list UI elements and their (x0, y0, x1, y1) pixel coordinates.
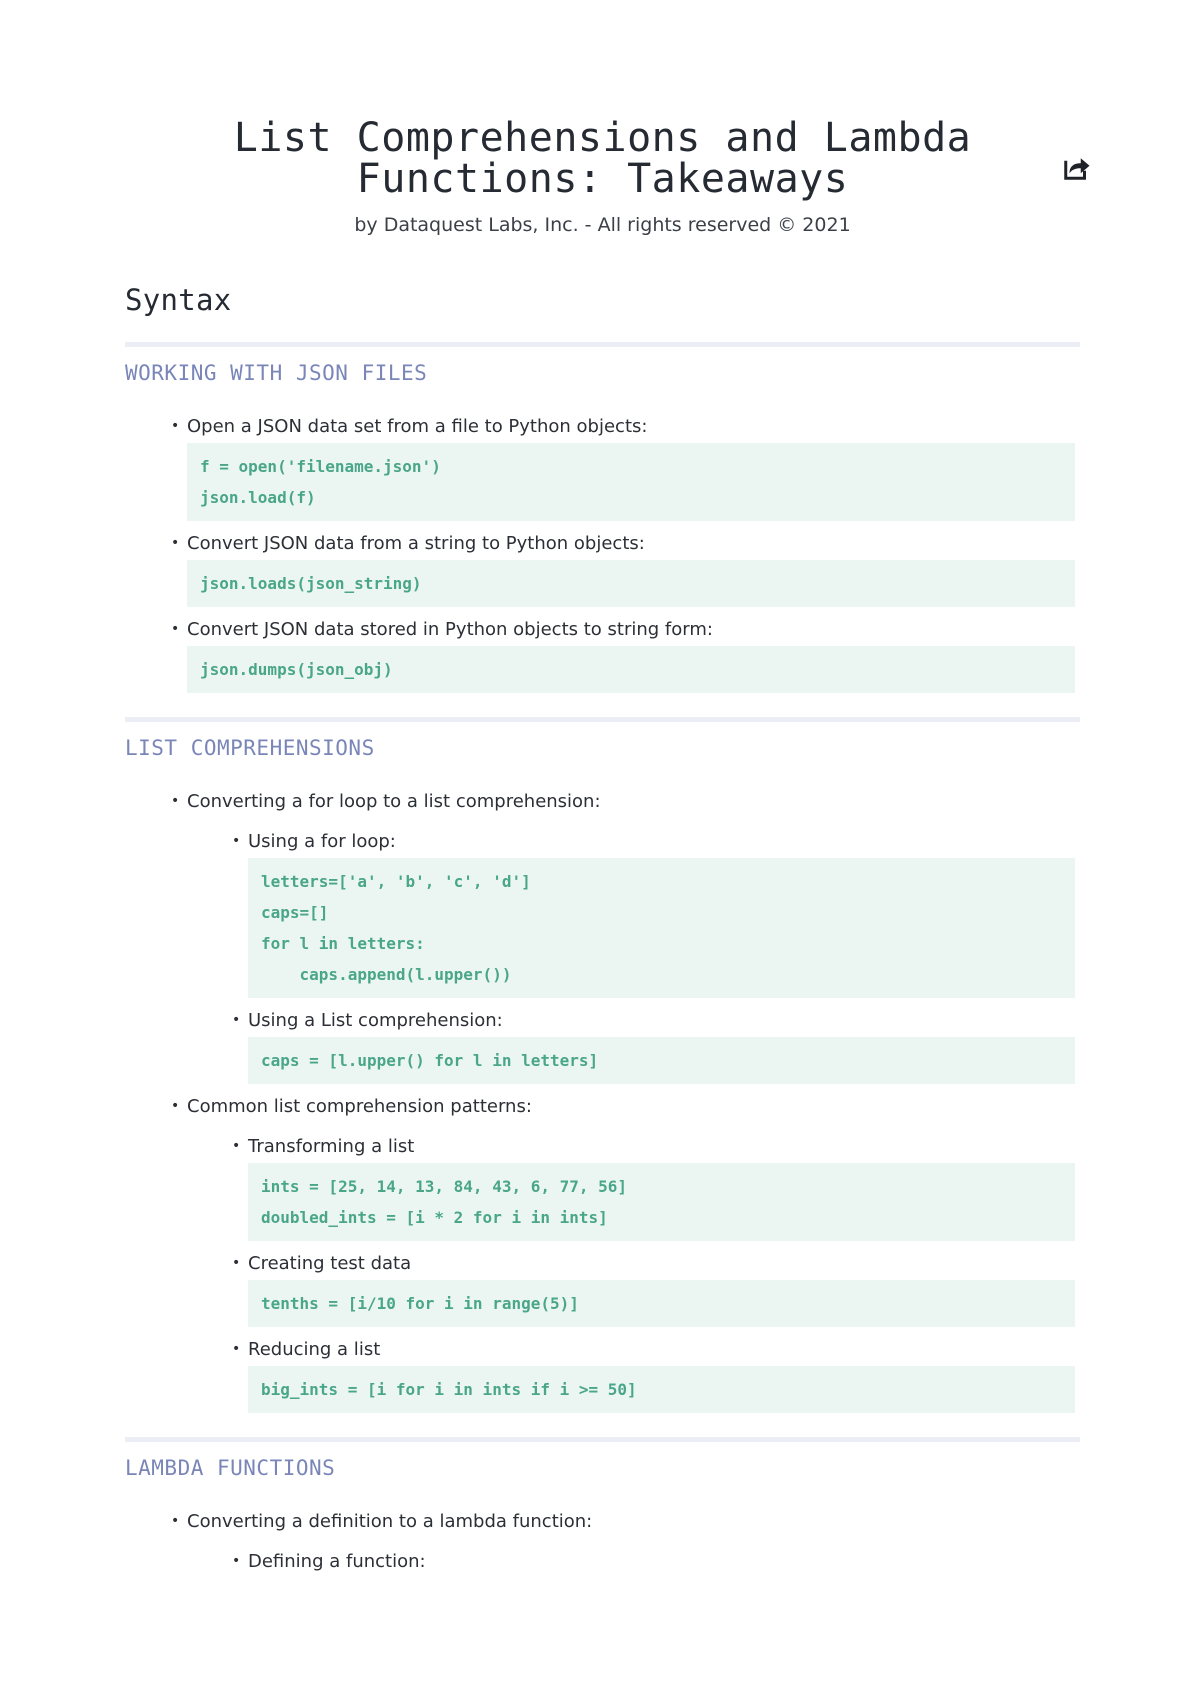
code-block (248, 1280, 1075, 1327)
code-line: letters=['a', 'b', 'c', 'd'] (261, 872, 531, 891)
list-item (125, 1096, 1080, 1413)
list-item (187, 1136, 1080, 1241)
bullet-text: • Creating test data (248, 1253, 1080, 1275)
list-item (125, 791, 1080, 1084)
code-block (187, 560, 1075, 607)
divider (125, 1437, 1080, 1442)
bullet-text: • Using a List comprehension: (248, 1010, 1080, 1032)
bullet-text: • Reducing a list (248, 1339, 1080, 1361)
bullet-text: • Defining a function: (248, 1551, 1080, 1573)
code-block (248, 1037, 1075, 1084)
code-block (187, 443, 1075, 521)
code-line: caps=[] (261, 903, 329, 922)
byline: by Dataquest Labs, Inc. - All rights reserved © 2021 (354, 214, 851, 236)
code-line: caps = [l.upper() for l in letters] (261, 1051, 599, 1070)
list-item (187, 1253, 1080, 1327)
code-line: json.load(f) (200, 488, 316, 507)
list-comp-list (125, 791, 1080, 1413)
page (125, 115, 1080, 1573)
list-item (187, 1551, 1080, 1573)
code-line: json.dumps(json_obj) (200, 660, 393, 679)
bullet-text: • Transforming a list (248, 1136, 1080, 1158)
code-line: f = open('filename.json') (200, 457, 441, 476)
list-item (125, 533, 1080, 607)
list-item (187, 1339, 1080, 1413)
bullet-text: • Converting a for loop to a list comprehension: (187, 791, 1080, 813)
code-block (248, 858, 1075, 998)
divider (125, 717, 1080, 722)
code-line: tenths = [i/10 for i in range(5)] (261, 1294, 579, 1313)
list-item (187, 831, 1080, 998)
bullet-text: • Open a JSON data set from a file to Python objects: (187, 416, 1080, 438)
subheading-json-files: WORKING WITH JSON FILES (125, 361, 428, 385)
code-block (248, 1163, 1075, 1241)
list-item (187, 1010, 1080, 1084)
code-block (248, 1366, 1075, 1413)
bullet-text: • Using a for loop: (248, 831, 1080, 853)
page-title: List Comprehensions and Lambda Functions: Takeaways (233, 115, 972, 202)
list-item (125, 1511, 1080, 1573)
code-line: caps.append(l.upper()) (261, 965, 512, 984)
code-line: big_ints = [i for i in ints if i >= 50] (261, 1380, 637, 1399)
bullet-text: • Common list comprehension patterns: (187, 1096, 1080, 1118)
code-block (187, 646, 1075, 693)
share-icon[interactable] (1062, 152, 1092, 182)
subheading-lambda-functions: LAMBDA FUNCTIONS (125, 1456, 336, 1480)
list-item (125, 416, 1080, 521)
list-item (125, 619, 1080, 693)
code-line: ints = [25, 14, 13, 84, 43, 6, 77, 56] (261, 1177, 628, 1196)
bullet-text: • Converting a definition to a lambda function: (187, 1511, 1080, 1533)
bullet-text: • Convert JSON data from a string to Python objects: (187, 533, 1080, 555)
code-line: json.loads(json_string) (200, 574, 422, 593)
code-line: for l in letters: (261, 934, 425, 953)
subheading-list-comprehensions: LIST COMPREHENSIONS (125, 736, 375, 760)
lambda-list (125, 1511, 1080, 1573)
json-list (125, 416, 1080, 693)
bullet-text: • Convert JSON data stored in Python objects to string form: (187, 619, 1080, 641)
section-title-syntax: Syntax (125, 283, 232, 317)
divider (125, 342, 1080, 347)
code-line: doubled_ints = [i * 2 for i in ints] (261, 1208, 608, 1227)
